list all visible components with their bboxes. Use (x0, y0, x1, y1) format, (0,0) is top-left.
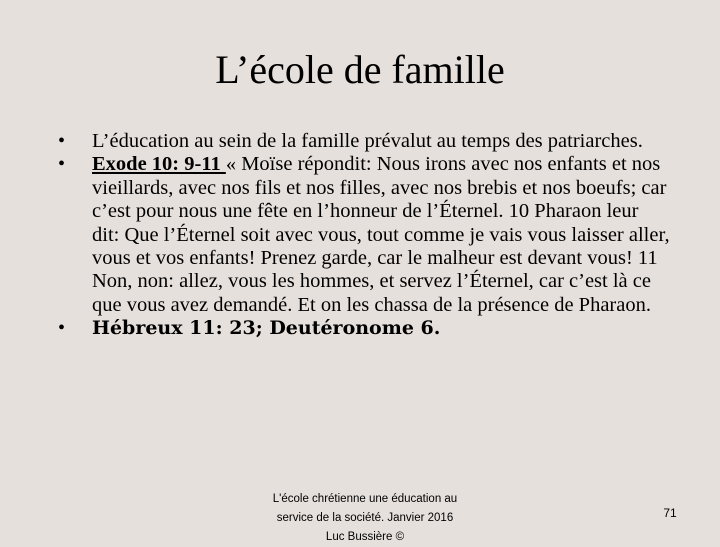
footer-line: L'école chrétienne une éducation au (272, 493, 458, 505)
bullet-icon: • (58, 317, 66, 340)
page-number: 71 (663, 506, 677, 520)
bullet-item (58, 153, 670, 317)
slide-footer (240, 490, 490, 547)
footer-line: Luc Bussière © (325, 531, 405, 543)
bullet-text: Hébreux 11: 23; Deutéronome 6. (92, 317, 441, 340)
bullet-icon: • (58, 153, 66, 176)
bullet-icon: • (58, 130, 66, 152)
bullet-list (58, 130, 670, 341)
bullet-item (58, 317, 670, 340)
bullet-text: L’éducation au sein de la famille prévalut au temps des patriarches. (92, 130, 643, 152)
slide-title: L’école de famille (215, 47, 505, 92)
footer-line: service de la société. Janvier 2016 (276, 512, 454, 524)
scripture-reference: Exode 10: 9-11 (92, 153, 226, 176)
bullet-item (58, 130, 670, 153)
bullet-text: « Moïse répondit: Nous irons avec nos enfants et nos vieillards, avec nos fils et nos filles, avec nos brebis et nos boeufs; car c’est pour nous une fête en l’honneur de l’Éternel. 10 Pharaon leur dit: Que l’Éternel soit avec vous, tout comme je vais vous laisser aller, vous et vos enfants! Prenez garde, car le malheur est devant vous! 11 Non, non: allez, vous les hommes, et servez l’Éternel, car c’est là ce que vous avez demandé. Et on les chassa de la présence de Pharaon. (92, 153, 670, 316)
